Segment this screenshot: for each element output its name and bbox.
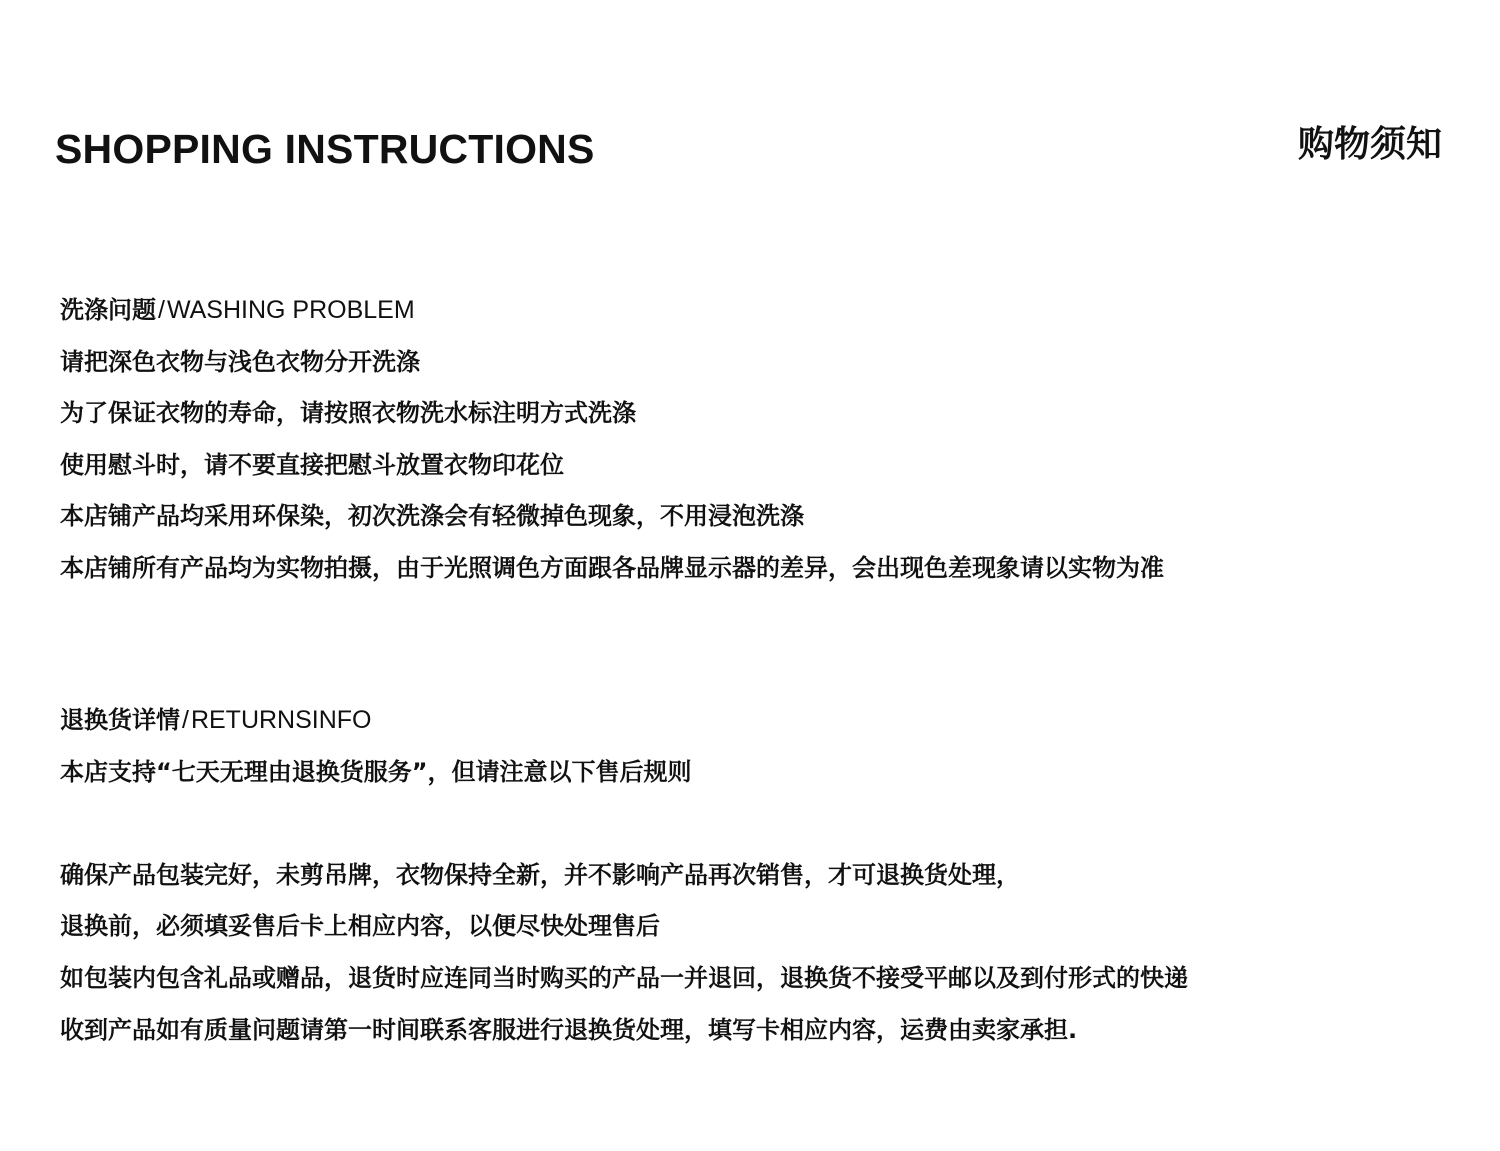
washing-line-1: 请把深色衣物与浅色衣物分开洗涤 — [60, 347, 420, 376]
returns-line-4: 收到产品如有质量问题请第一时间联系客服进行退换货处理，填写卡相应内容，运费由卖家承担. — [60, 1015, 1078, 1044]
washing-line-2: 为了保证衣物的寿命，请按照衣物洗水标注明方式洗涤 — [60, 399, 636, 428]
washing-section — [60, 285, 1460, 595]
page-title-chinese: 购物须知 — [1297, 124, 1442, 165]
returns-heading-cn: 退换货详情 — [60, 706, 180, 734]
returns-line-1: 确保产品包装完好，未剪吊牌，衣物保持全新，并不影响产品再次销售，才可退换货处理， — [60, 860, 1020, 889]
heading-separator: / — [182, 706, 189, 734]
page-title-english: SHOPPING INSTRUCTIONS — [55, 126, 595, 172]
returns-spacer — [60, 798, 1460, 850]
washing-heading — [60, 285, 1460, 337]
washing-line-4: 本店铺产品均采用环保染，初次洗涤会有轻微掉色现象，不用浸泡洗涤 — [60, 502, 804, 531]
returns-heading-en: RETURNSINFO — [190, 706, 372, 734]
returns-section — [60, 695, 1460, 1056]
returns-line-3: 如包装内包含礼品或赠品，退货时应连同当时购买的产品一并退回，退换货不接受平邮以及到付形式的快递 — [60, 963, 1188, 992]
washing-heading-cn: 洗涤问题 — [60, 296, 156, 324]
washing-line-3: 使用慰斗时，请不要直接把慰斗放置衣物印花位 — [60, 450, 564, 479]
heading-separator: / — [158, 296, 165, 324]
washing-line-5: 本店铺所有产品均为实物拍摄，由于光照调色方面跟各品牌显示器的差异，会出现色差现象请以实物为准 — [60, 553, 1164, 582]
returns-heading — [60, 695, 1460, 747]
returns-intro: 本店支持“七天无理由退换货服务”，但请注意以下售后规则 — [60, 757, 692, 786]
returns-line-2: 退换前，必须填妥售后卡上相应内容，以便尽快处理售后 — [60, 912, 660, 941]
washing-heading-en: WASHING PROBLEM — [166, 296, 415, 324]
